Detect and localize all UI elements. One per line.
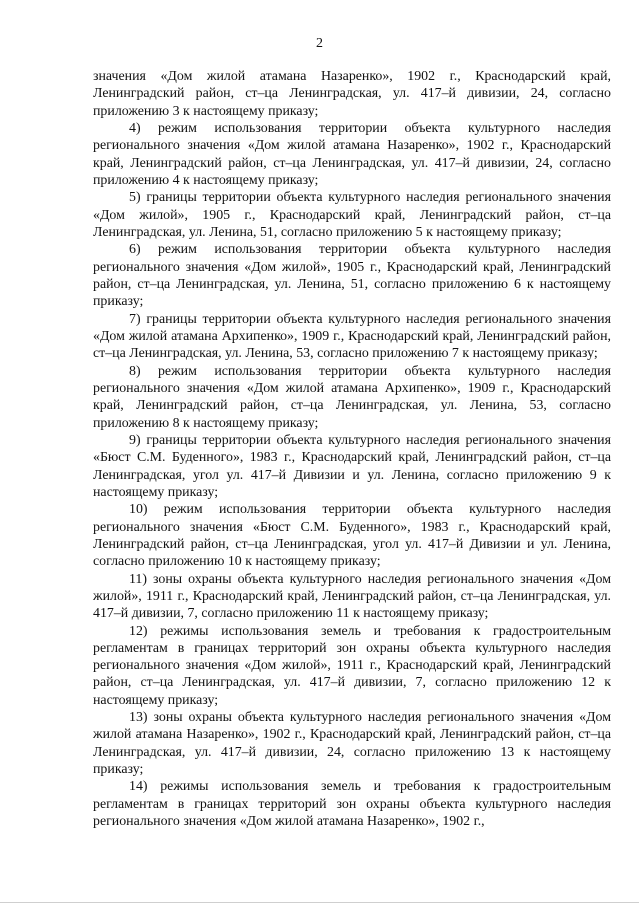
paragraph-item-5: 5) границы территории объекта культурного наследия регионального значения «Дом жилой», 1905 г., Краснодарский край, Ленинградский район, ст–ца Ленинградская, ул. Ленина, 51, согласно приложению 5 к настоящему приказу; (93, 190, 611, 240)
paragraph-item-12: 12) режимы использования земель и требования к градостроительным регламентам в границах территорий зон охраны объекта культурного наследия регионального значения «Дом жилой», 1911 г., Краснодарский край, Ленинградский район, ст–ца Ленинградская, ул. 417–й дивизии, 7, согласно приложению 12 к настоящему приказу; (93, 623, 611, 708)
document-body (93, 68, 611, 830)
paragraph-item-7: 7) границы территории объекта культурного наследия регионального значения «Дом жилой атамана Архипенко», 1909 г., Краснодарский край, Ленинградский район, ст–ца Ленинградская, ул. Ленина, 53, согласно приложению 7 к настоящему приказу; (93, 311, 611, 362)
page-bottom-divider (0, 902, 639, 903)
paragraph-item-9: 9) границы территории объекта культурного наследия регионального значения «Бюст С.М. Буденного», 1983 г., Краснодарский край, Ленинградский район, ст–ца Ленинградская, угол ул. 417–й Дивизии и ул. Ленина, согласно приложению 9 к настоящему приказу; (93, 432, 611, 500)
paragraph-item-6: 6) режим использования территории объекта культурного наследия регионального значения «Дом жилой», 1905 г., Краснодарский край, Ленинградский район, ст–ца Ленинградская, ул. Ленина, 51, согласно приложению 6 к настоящему приказу; (93, 242, 611, 310)
page-number: 2 (316, 36, 323, 51)
paragraph-item-10: 10) режим использования территории объекта культурного наследия регионального значения «Бюст С.М. Буденного», 1983 г., Краснодарский край, Ленинградский район, ст–ца Ленинградская, угол ул. 417–й Дивизии и ул. Ленина, согласно приложению 10 к настоящему приказу; (93, 502, 611, 570)
paragraph-item-4: 4) режим использования территории объекта культурного наследия регионального значения «Дом жилой атамана Назаренко», 1902 г., Краснодарский край, Ленинградский район, ст–ца Ленинградская, ул. 417–й дивизии, 24, согласно приложению 4 к настоящему приказу; (93, 120, 611, 188)
paragraph-continuation: значения «Дом жилой атамана Назаренко», 1902 г., Краснодарский край, Ленинградский район, ст–ца Ленинградская, ул. 417–й дивизии, 24, согласно приложению 3 к настоящему приказу; (93, 69, 611, 119)
paragraph-item-14: 14) режимы использования земель и требования к градостроительным регламентам в границах территорий зон охраны объекта культурного наследия регионального значения «Дом жилой атамана Назаренко», 1902 г., (93, 779, 611, 830)
paragraph-item-8: 8) режим использования территории объекта культурного наследия регионального значения «Дом жилой атамана Архипенко», 1909 г., Краснодарский край, Ленинградский район, ст–ца Ленинградская, ул. Ленина, 53, согласно приложению 8 к настоящему приказу; (93, 363, 611, 431)
paragraph-item-13: 13) зоны охраны объекта культурного наследия регионального значения «Дом жилой атамана Назаренко», 1902 г., Краснодарский край, Ленинградский район, ст–ца Ленинградская, ул. 417–й дивизии, 24, согласно приложению 13 к настоящему приказу; (93, 710, 611, 778)
paragraph-item-11: 11) зоны охраны объекта культурного наследия регионального значения «Дом жилой», 1911 г., Краснодарский край, Ленинградский район, ст–ца Ленинградская, ул. 417–й дивизии, 7, согласно приложению 11 к настоящему приказу; (93, 571, 611, 622)
